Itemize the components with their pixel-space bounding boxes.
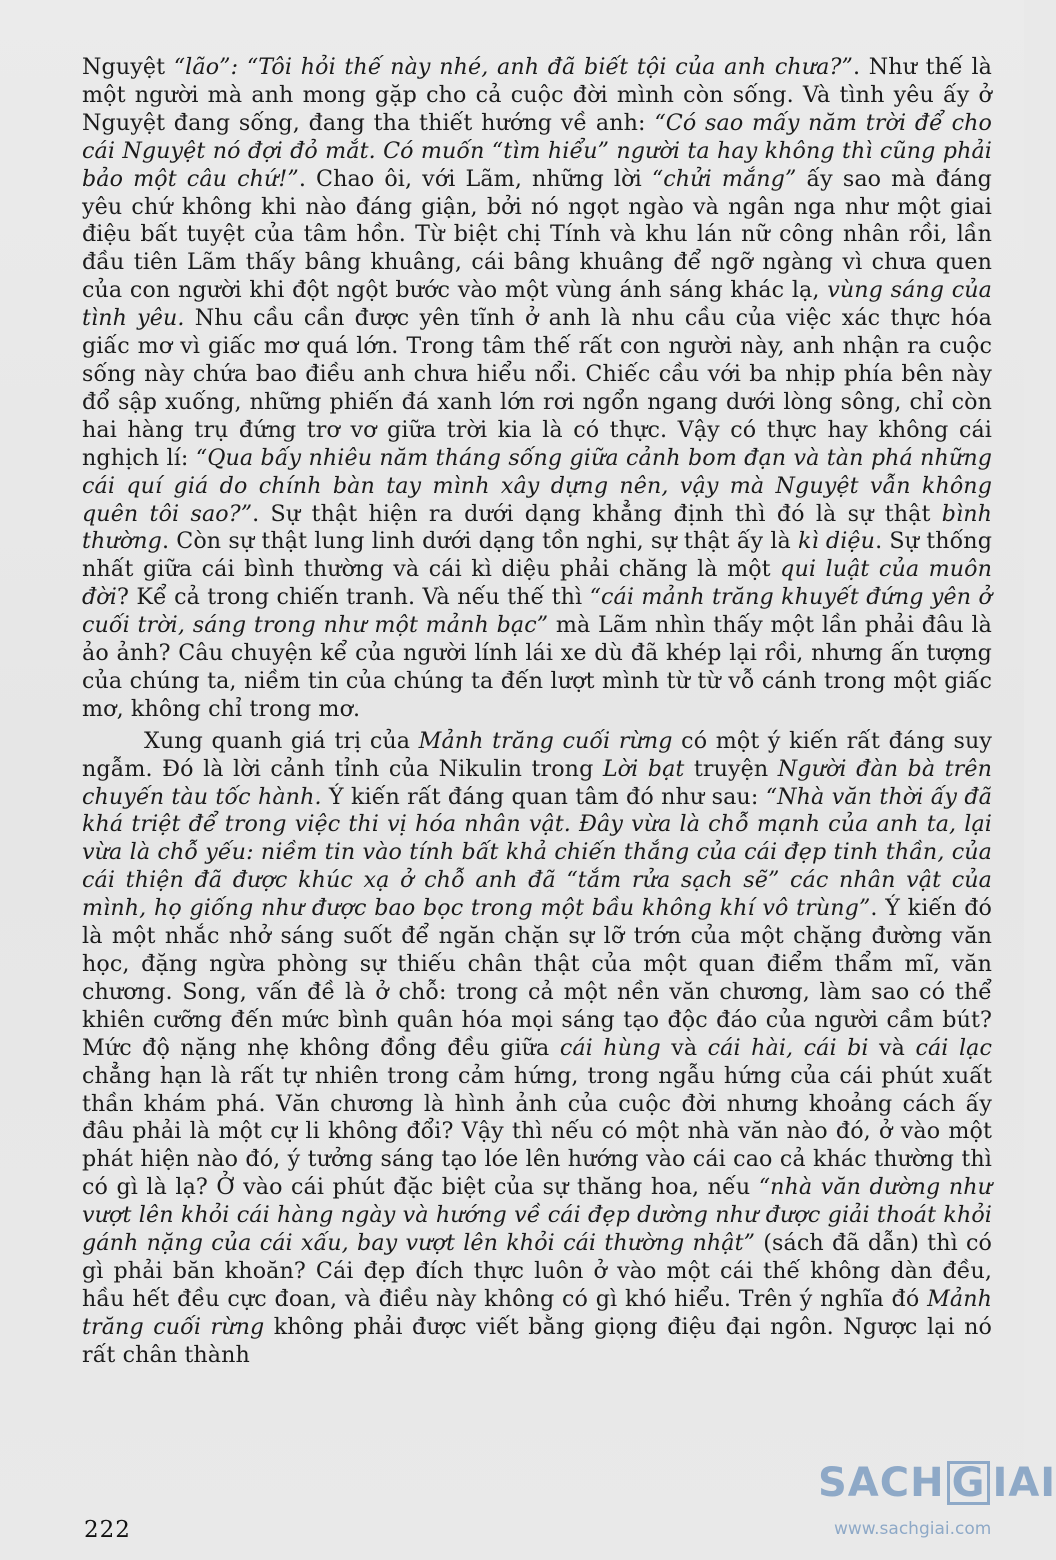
text-run: Nhu cầu cần được yên tĩnh ở anh là nhu cầu của việc xác thực hóa giấc mơ vì giấc mơ quá lớn. Trong tâm thế rất con người này, anh nhận ra cuộc sống này chứa bao điều anh chưa hiểu nổi. Chiếc cầu với ba nhịp phía bên này đổ sập xuống, những phiến đá xanh lớn rơi ngổn ngang dưới lòng sông, chỉ còn hai hàng trụ đứng trơ vơ giữa trời kia là có thực. Vậy có thực hay không cái nghịch lí: xyxy=(82,305,992,471)
italic-run: “Có sao mấy năm trời để cho cái Nguyệt nó đợi đỏ mắt. Có muốn “tìm hiểu” người ta hay không thì cũng phải bảo một câu chứ!” xyxy=(82,109,992,192)
italic-run: “cái mảnh trăng khuyết đứng yên ở cuối trời, sáng trong như một mảnh bạc” xyxy=(82,584,992,639)
watermark-brand xyxy=(818,1458,1056,1508)
italic-run: cái lạc xyxy=(915,1034,992,1061)
italic-run: Mảnh trăng cuối rừng xyxy=(82,1285,992,1340)
text-run: không phải được viết bằng giọng điệu đại ngôn. Ngược lại nó rất chân thành xyxy=(82,1313,992,1368)
body-text xyxy=(82,54,992,1370)
text-run: . Chao ôi, với Lãm, những lời xyxy=(298,165,652,192)
watermark-brand-right: IAI xyxy=(992,1460,1056,1506)
page-number: 222 xyxy=(84,1517,131,1543)
text-run: . Còn sự thật lung linh dưới dạng tồn nghi, sự thật ấy là xyxy=(161,528,799,555)
italic-run: cái hùng xyxy=(559,1034,661,1061)
text-run: Ý kiến rất đáng quan tâm đó như sau: xyxy=(321,783,766,810)
italic-run: “Qua bấy nhiêu năm tháng sống giữa cảnh bom đạn và tàn phá những cái quí giá do chính bàn tay mình xây dựng nên, vậy mà Nguyệt vẫn không quên tôi sao?” xyxy=(82,444,993,527)
italic-run: Mảnh trăng cuối rừng xyxy=(418,727,673,754)
text-run: mà Lãm nhìn thấy một lần phải đâu là ảo ảnh? Câu chuyện kể của người lính lái xe dù đã khép lại rồi, nhưng ấn tượng của chúng ta, niềm tin của chúng ta đến lượt mình từ từ vỗ cánh trong một giấc mơ, không chỉ trong mơ. xyxy=(82,612,992,722)
italic-run: Người đàn bà trên chuyến tàu tốc hành. xyxy=(82,755,992,810)
paragraph xyxy=(82,54,992,724)
italic-run: “nhà văn dường như vượt lên khỏi cái hàng ngày và hướng về cái đẹp dường như được giải thoát khỏi gánh nặng của cái xấu, bay vượt lên khỏi cái thường nhật” xyxy=(82,1174,992,1257)
text-run: có một ý kiến rất đáng suy ngẫm. Đó là lời cảnh tỉnh của Nikulin trong xyxy=(82,727,992,782)
watermark-brand-box: G xyxy=(947,1461,991,1505)
text-run: Xung quanh giá trị của xyxy=(144,727,419,754)
italic-run: “chửi mắng” xyxy=(651,165,797,192)
watermark-logo xyxy=(810,1458,1056,1554)
text-run: . Như thế là một người mà anh mong gặp cho cả cuộc đời mình còn sống. Và tình yêu ấy ở Nguyệt đang sống, đang tha thiết hướng về anh: xyxy=(82,54,992,136)
italic-run: “lão”: “Tôi hỏi thế này nhé, anh đã biết tội của anh chưa?” xyxy=(173,54,853,80)
italic-run: Lời bạt xyxy=(602,755,685,782)
italic-run: vùng sáng của tình yêu. xyxy=(82,277,992,332)
text-run: và xyxy=(868,1034,916,1061)
text-run: ? Kể cả trong chiến tranh. Và nếu thế thì xyxy=(116,584,590,611)
text-run: ấy sao mà đáng yêu chứ không khi nào đáng giận, bởi nó ngọt ngào và ngân nga như một giai điệu bất tuyệt của tâm hồn. Từ biệt chị Tính và khu lán nữ công nhân rồi, lần đầu tiên Lãm thấy bâng khuâng, cái bâng khuâng để ngỡ ngàng vì chưa quen của con người khi đột ngột bước vào một vùng ánh sáng khác lạ, xyxy=(82,165,992,304)
text-run: (sách đã dẫn) thì có gì phải băn khoăn? Cái đẹp đích thực luôn ở vào một cái thế không dàn đều, hầu hết đều cực đoan, và điều này không có gì khó hiểu. Trên ý nghĩa đó xyxy=(82,1230,992,1312)
watermark-url: www.sachgiai.com xyxy=(834,1519,992,1539)
text-run: và xyxy=(660,1034,708,1061)
italic-run: cái hài, cái bi xyxy=(707,1034,869,1061)
paragraph xyxy=(82,728,992,1370)
watermark-brand-left: SACH xyxy=(818,1460,945,1506)
italic-run: kì diệu xyxy=(798,528,876,555)
italic-run: qui luật của muôn đời xyxy=(82,556,992,611)
italic-run: “Nhà văn thời ấy đã khá triệt để trong việc thi vị hóa nhân vật. Đây vừa là chỗ mạnh của anh ta, lại vừa là chỗ yếu: niềm tin vào tính bất khả chiến thắng của cái đẹp tinh thần, của cái thiện đã được khúc xạ ở chỗ anh đã “tắm rửa sạch sẽ” các nhân vật của mình, họ giống như được bao bọc trong một bầu không khí vô trùng” xyxy=(82,783,992,922)
text-run: . Sự thống nhất giữa cái bình thường và cái kì diệu phải chăng là một xyxy=(82,528,992,583)
text-run: Nguyệt xyxy=(82,54,174,80)
text-run: . Ý kiến đó là một nhắc nhở sáng suốt để ngăn chặn sự lỡ trớn của một chặng đường văn học, đặng ngừa phòng sự thiếu chân thật của một quan điểm thẩm mĩ, văn chương. Song, vấn đề là ở chỗ: trong cả một nền văn chương, làm sao có thể khiên cưỡng đến mức bình quân hóa mọi sáng tạo độc đáo của người cầm bút? Mức độ nặng nhẹ không đồng đều giữa xyxy=(82,895,992,1061)
text-run: . Sự thật hiện ra dưới dạng khẳng định thì đó là sự thật xyxy=(252,500,942,527)
text-run: truyện xyxy=(684,755,778,782)
text-run: chẳng hạn là rất tự nhiên trong cảm hứng, trong ngẫu hứng của cái phút xuất thần khám phá. Văn chương là hình ảnh của cuộc đời nhưng khoảng cách ấy đâu phải là một cự li không đổi? Vậy thì nếu có một nhà văn nào đó, ở vào một phát hiện nào đó, ý tưởng sáng tạo lóe lên hướng vào cái cao cả khác thường thì có gì là lạ? Ở vào cái phút đặc biệt của sự thăng hoa, nếu xyxy=(82,1062,992,1201)
italic-run: bình thường xyxy=(82,500,993,555)
